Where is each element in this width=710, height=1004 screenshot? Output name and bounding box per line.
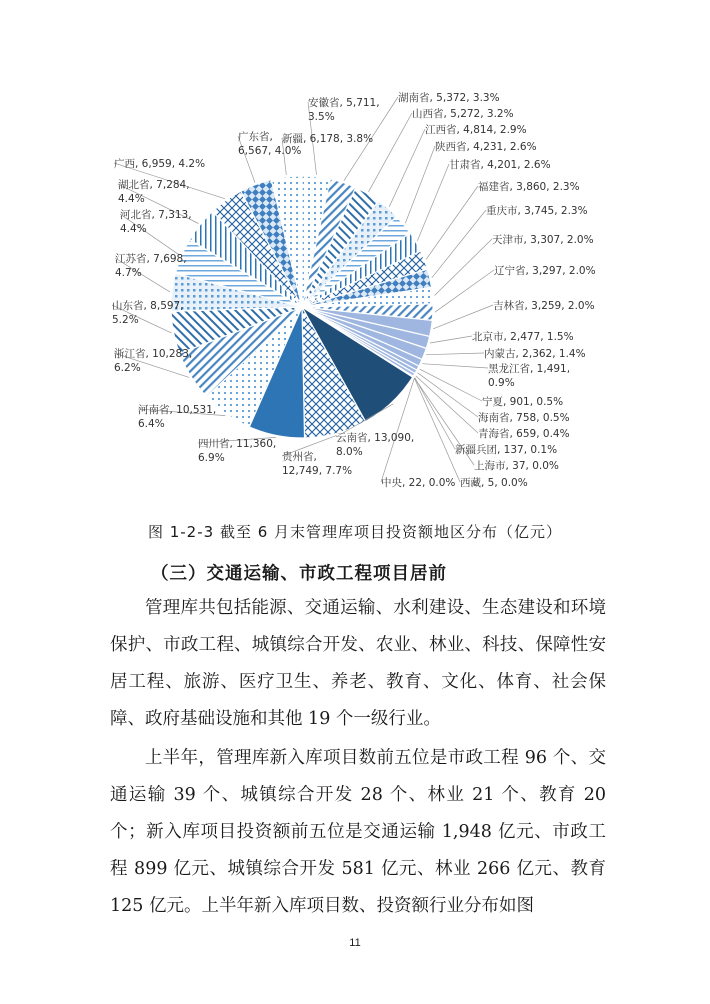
slice-label: 湖北省, 7,284, 4.4% xyxy=(118,179,190,205)
slice-label: 上海市, 37, 0.0% xyxy=(474,460,559,472)
leader-line xyxy=(415,378,455,449)
slice-label: 甘肃省, 4,201, 2.6% xyxy=(449,159,551,171)
slice-label: 青海省, 659, 0.4% xyxy=(478,428,570,440)
figure-caption: 图 1-2-3 截至 6 月末管理库项目投资额地区分布（亿元） xyxy=(147,523,563,541)
slice-label: 云南省, 13,090, 8.0% xyxy=(336,432,415,458)
leader-line xyxy=(435,239,493,296)
slice-label: 浙江省, 10,283, 6.2% xyxy=(114,348,193,374)
leader-line xyxy=(405,146,435,223)
leader-line xyxy=(416,376,478,433)
leader-line xyxy=(369,113,413,192)
page-number: 11 xyxy=(349,937,361,949)
leader-line xyxy=(430,336,472,343)
slice-label: 吉林省, 3,259, 2.0% xyxy=(493,300,595,312)
paragraph-2: 上半年，管理库新入库项目数前五位是市政工程 96 个、交通运输 39 个、城镇综合开发 28 个、林业 21 个、教育 20 个；新入库项目投资额前五位是交通运输 1,948 亿元、市政工程 899 亿元、城镇综合开发 581 亿元、林业 266 亿元、教育 125 亿元。上半年新入库项目数、投资额行业分布如图 xyxy=(110,748,606,916)
slice-label: 湖南省, 5,372, 3.3% xyxy=(398,92,500,104)
slice-label: 江苏省, 7,698, 4.7% xyxy=(115,253,187,279)
slice-label: 北京市, 2,477, 1.5% xyxy=(472,331,574,343)
leader-line xyxy=(422,364,488,368)
slice-label: 西藏, 5, 0.0% xyxy=(460,477,528,489)
slice-label: 新疆, 6,178, 3.8% xyxy=(282,133,374,145)
slice-label: 陕西省, 4,231, 2.6% xyxy=(435,141,537,153)
slice-label: 新疆兵团, 137, 0.1% xyxy=(455,444,558,456)
slice-label: 中央, 22, 0.0% xyxy=(381,477,456,489)
leader-line xyxy=(435,270,494,312)
slice-label: 江西省, 4,814, 2.9% xyxy=(425,124,527,136)
leader-line xyxy=(432,210,486,278)
leader-line xyxy=(420,369,482,401)
slice-label: 宁夏, 901, 0.5% xyxy=(482,396,564,408)
paragraph-1: 管理库共包括能源、交通运输、水利建设、生态建设和环境保护、市政工程、城镇综合开发、农业、林业、科技、保障性安居工程、旅游、医疗卫生、养老、教育、文化、体育、社会保障、政府基础设施和其他 19 个一级行业。 xyxy=(110,598,606,729)
slice-label: 贵州省, 12,749, 7.7% xyxy=(282,451,353,477)
slice-label: 福建省, 3,860, 2.3% xyxy=(478,181,580,193)
leader-line xyxy=(389,129,425,207)
leader-line xyxy=(426,353,484,355)
slice-label: 安徽省, 5,711, 3.5% xyxy=(308,97,380,123)
slice-label: 河北省, 7,313, 4.4% xyxy=(120,209,192,235)
leader-line xyxy=(433,305,493,329)
slice-label: 广东省, 6,567, 4.0% xyxy=(238,131,302,157)
leader-line xyxy=(418,373,478,417)
slice-label: 重庆市, 3,745, 2.3% xyxy=(486,205,588,217)
slice-label: 内蒙古, 2,362, 1.4% xyxy=(484,348,586,360)
slice-label: 黑龙江省, 1,491, 0.9% xyxy=(488,363,571,389)
leader-line xyxy=(414,378,460,482)
leader-line xyxy=(417,164,449,241)
leader-line xyxy=(426,186,478,259)
slice-label: 天津市, 3,307, 2.0% xyxy=(492,234,594,246)
section-heading: （三）交通运输、市政工程项目居前 xyxy=(151,564,447,584)
slice-label: 四川省, 11,360, 6.9% xyxy=(198,438,277,464)
slice-label: 海南省, 758, 0.5% xyxy=(478,412,570,424)
slice-label: 辽宁省, 3,297, 2.0% xyxy=(494,265,596,277)
slice-label: 山西省, 5,272, 3.2% xyxy=(412,108,514,120)
slice-label: 山东省, 8,597, 5.2% xyxy=(112,300,184,326)
slice-label: 广西, 6,959, 4.2% xyxy=(114,158,206,170)
slice-label: 河南省, 10,531, 6.4% xyxy=(138,404,217,430)
